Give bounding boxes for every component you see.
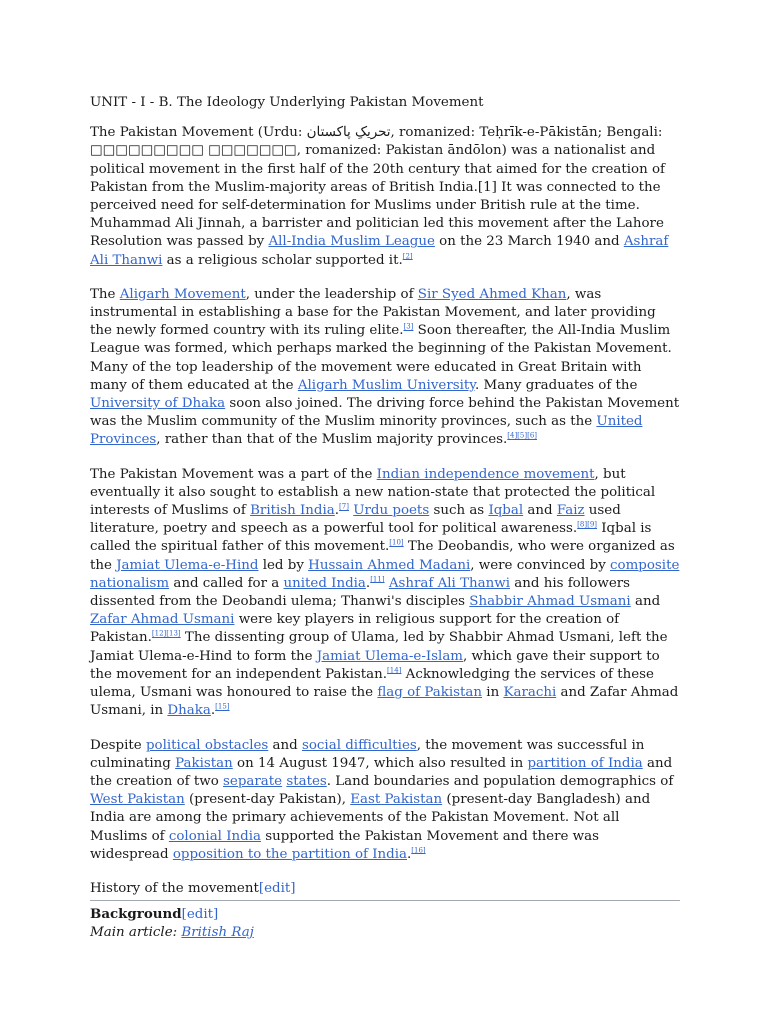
citation-ref[interactable]: [14] <box>387 666 402 675</box>
link-partition-of-india[interactable]: partition of India <box>527 755 643 771</box>
link-composite-nationalism[interactable]: composite nationalism <box>90 557 680 591</box>
link-indian-independence-movement[interactable]: Indian independence movement <box>376 466 595 482</box>
link-aligarh-muslim-university[interactable]: Aligarh Muslim University <box>297 377 476 393</box>
hatnote-main-article: Main article: British Raj <box>90 925 254 941</box>
link-iqbal[interactable]: Iqbal <box>488 503 524 519</box>
link-opposition-to-partition[interactable]: opposition to the partition of India <box>172 846 407 862</box>
link-urdu-poets[interactable]: Urdu poets <box>353 503 430 519</box>
document-body <box>90 94 680 943</box>
edit-link[interactable]: edit <box>264 880 291 896</box>
link-all-india-muslim-league[interactable]: All-India Muslim League <box>268 234 435 250</box>
urdu-name: تحریکِ پاکستان <box>306 125 391 141</box>
unit-title: UNIT - I - B. The Ideology Underlying Pakistan Movement <box>90 95 484 110</box>
paragraph-outcome: Despite political obstacles and social difficulties, the movement was successful in culminating Pakistan on 14 August 1947, which also resulted in partition of India and the creation of two separate states. Land boundaries and population demographics of West Pakistan (present-day Pakistan), East Pakistan (present-day Bangladesh) and India are among the primary achievements of the Pakistan Movement. Not all Muslims of colonial India supported the Pakistan Movement and there was widespread opposition to the partition of India.[16] <box>90 737 674 862</box>
link-karachi[interactable]: Karachi <box>503 685 557 701</box>
bengali-name: □□□□□□□□□ □□□□□□□ <box>90 143 297 159</box>
link-united-provinces[interactable]: United Provinces <box>90 414 643 448</box>
citation-ref[interactable]: [8][9] <box>577 520 598 529</box>
link-british-india[interactable]: British India <box>250 503 335 519</box>
citation-ref[interactable]: [11] <box>370 575 385 584</box>
paragraph-aligarh: The Aligarh Movement, under the leadership of Sir Syed Ahmed Khan, was instrumental in establishing a base for the Pakistan Movement, and later providing the newly formed country with its ruling elite.[3] Soon thereafter, the All-India Muslim League was formed, which perhaps marked the beginning of the Pakistan Movement. Many of the top leadership of the movement were educated in Great Britain with many of them educated at the Aligarh Muslim University. Many graduates of the University of Dhaka soon also joined. The driving force behind the Pakistan Movement was the Muslim community of the Muslim minority provinces, such as the United Provinces, rather than that of the Muslim majority provinces.[4][5][6] <box>90 286 680 448</box>
citation-ref[interactable]: [7] <box>339 502 349 511</box>
link-states[interactable]: states <box>286 773 327 789</box>
link-dhaka[interactable]: Dhaka <box>167 703 211 719</box>
link-sir-syed-ahmed-khan[interactable]: Sir Syed Ahmed Khan <box>417 286 567 302</box>
link-shabbir-ahmad-usmani[interactable]: Shabbir Ahmad Usmani <box>469 594 631 610</box>
link-social-difficulties[interactable]: social difficulties <box>302 737 417 753</box>
link-united-india[interactable]: united India <box>283 575 366 591</box>
citation-ref[interactable]: [4][5][6] <box>507 431 538 440</box>
link-british-raj[interactable]: British Raj <box>181 925 254 941</box>
edit-link[interactable]: edit <box>186 907 214 923</box>
subsection-heading-background: Background[edit] <box>90 906 219 923</box>
link-jamiat-ulema-e-hind[interactable]: Jamiat Ulema-e-Hind <box>116 557 259 573</box>
citation-ref[interactable]: [15] <box>215 702 230 711</box>
citation-ref[interactable]: [2] <box>402 252 413 261</box>
citation-ref[interactable]: [10] <box>389 539 404 547</box>
citation-ref[interactable]: [16] <box>411 846 426 855</box>
link-aligarh-movement[interactable]: Aligarh Movement <box>119 286 246 302</box>
link-separate[interactable]: separate <box>223 773 283 789</box>
link-colonial-india[interactable]: colonial India <box>168 828 261 844</box>
link-west-pakistan[interactable]: West Pakistan <box>90 792 185 808</box>
section-heading-history: History of the movement[edit] <box>90 880 680 901</box>
link-hussain-ahmed-madani[interactable]: Hussain Ahmed Madani <box>308 557 471 573</box>
link-pakistan[interactable]: Pakistan <box>175 755 233 771</box>
link-east-pakistan[interactable]: East Pakistan <box>350 792 443 808</box>
link-ashraf-ali-thanwi[interactable]: Ashraf Ali Thanwi <box>388 575 510 591</box>
citation-ref[interactable]: [3] <box>403 322 414 331</box>
paragraph-movement: The Pakistan Movement was a part of the Indian independence movement, but eventually it also sought to establish a new nation-state that protected the political interests of Muslims of British India.[7] Urdu poets such as Iqbal and Faiz used literature, poetry and speech as a powerful tool for political awareness.[8][9] Iqbal is called the spiritual father of this movement.[10] The Deobandis, who were organized as the Jamiat Ulema-e-Hind led by Hussain Ahmed Madani, were convinced by composite nationalism and called for a united India.[11] Ashraf Ali Thanwi and his followers dissented from the Deobandi ulema; Thanwi's disciples Shabbir Ahmad Usmani and Zafar Ahmad Usmani were key players in religious support for the creation of Pakistan.[12][13] The dissenting group of Ulama, led by Shabbir Ahmad Usmani, left the Jamiat Ulema-e-Hind to form the Jamiat Ulema-e-Islam, which gave their support to the movement for an independent Pakistan.[14] Acknowledging the services of these ulema, Usmani was honoured to raise the flag of Pakistan in Karachi and Zafar Ahmad Usmani, in Dhaka.[15] <box>90 466 680 719</box>
link-flag-of-pakistan[interactable]: flag of Pakistan <box>377 685 483 701</box>
paragraph-intro: The Pakistan Movement (Urdu: تحریکِ پاکستان, romanized: Teḥrīk-e-Pākistān; Bengali: □□□□□□□□□ □□□□□□□, romanized: Pakistan āndōlon) was a nationalist and political movement in the first half of the 20th century that aimed for the creation of Pakistan from the Muslim-majority areas of British India.[1] It was connected to the perceived need for self-determination for Muslims under British rule at the time. Muhammad Ali Jinnah, a barrister and politician led this movement after the Lahore Resolution was passed by All-India Muslim League on the 23 March 1940 and Ashraf Ali Thanwi as a religious scholar supported it.[2] <box>90 125 669 268</box>
link-zafar-ahmad-usmani[interactable]: Zafar Ahmad Usmani <box>90 612 235 628</box>
link-faiz[interactable]: Faiz <box>556 503 585 519</box>
link-university-of-dhaka[interactable]: University of Dhaka <box>90 396 226 412</box>
link-ashraf-ali-thanwi[interactable]: Ashraf Ali Thanwi <box>90 234 669 268</box>
citation-ref[interactable]: [12][13] <box>151 630 181 639</box>
link-jamiat-ulema-e-islam[interactable]: Jamiat Ulema-e-Islam <box>316 648 464 664</box>
link-political-obstacles[interactable]: political obstacles <box>145 737 269 753</box>
